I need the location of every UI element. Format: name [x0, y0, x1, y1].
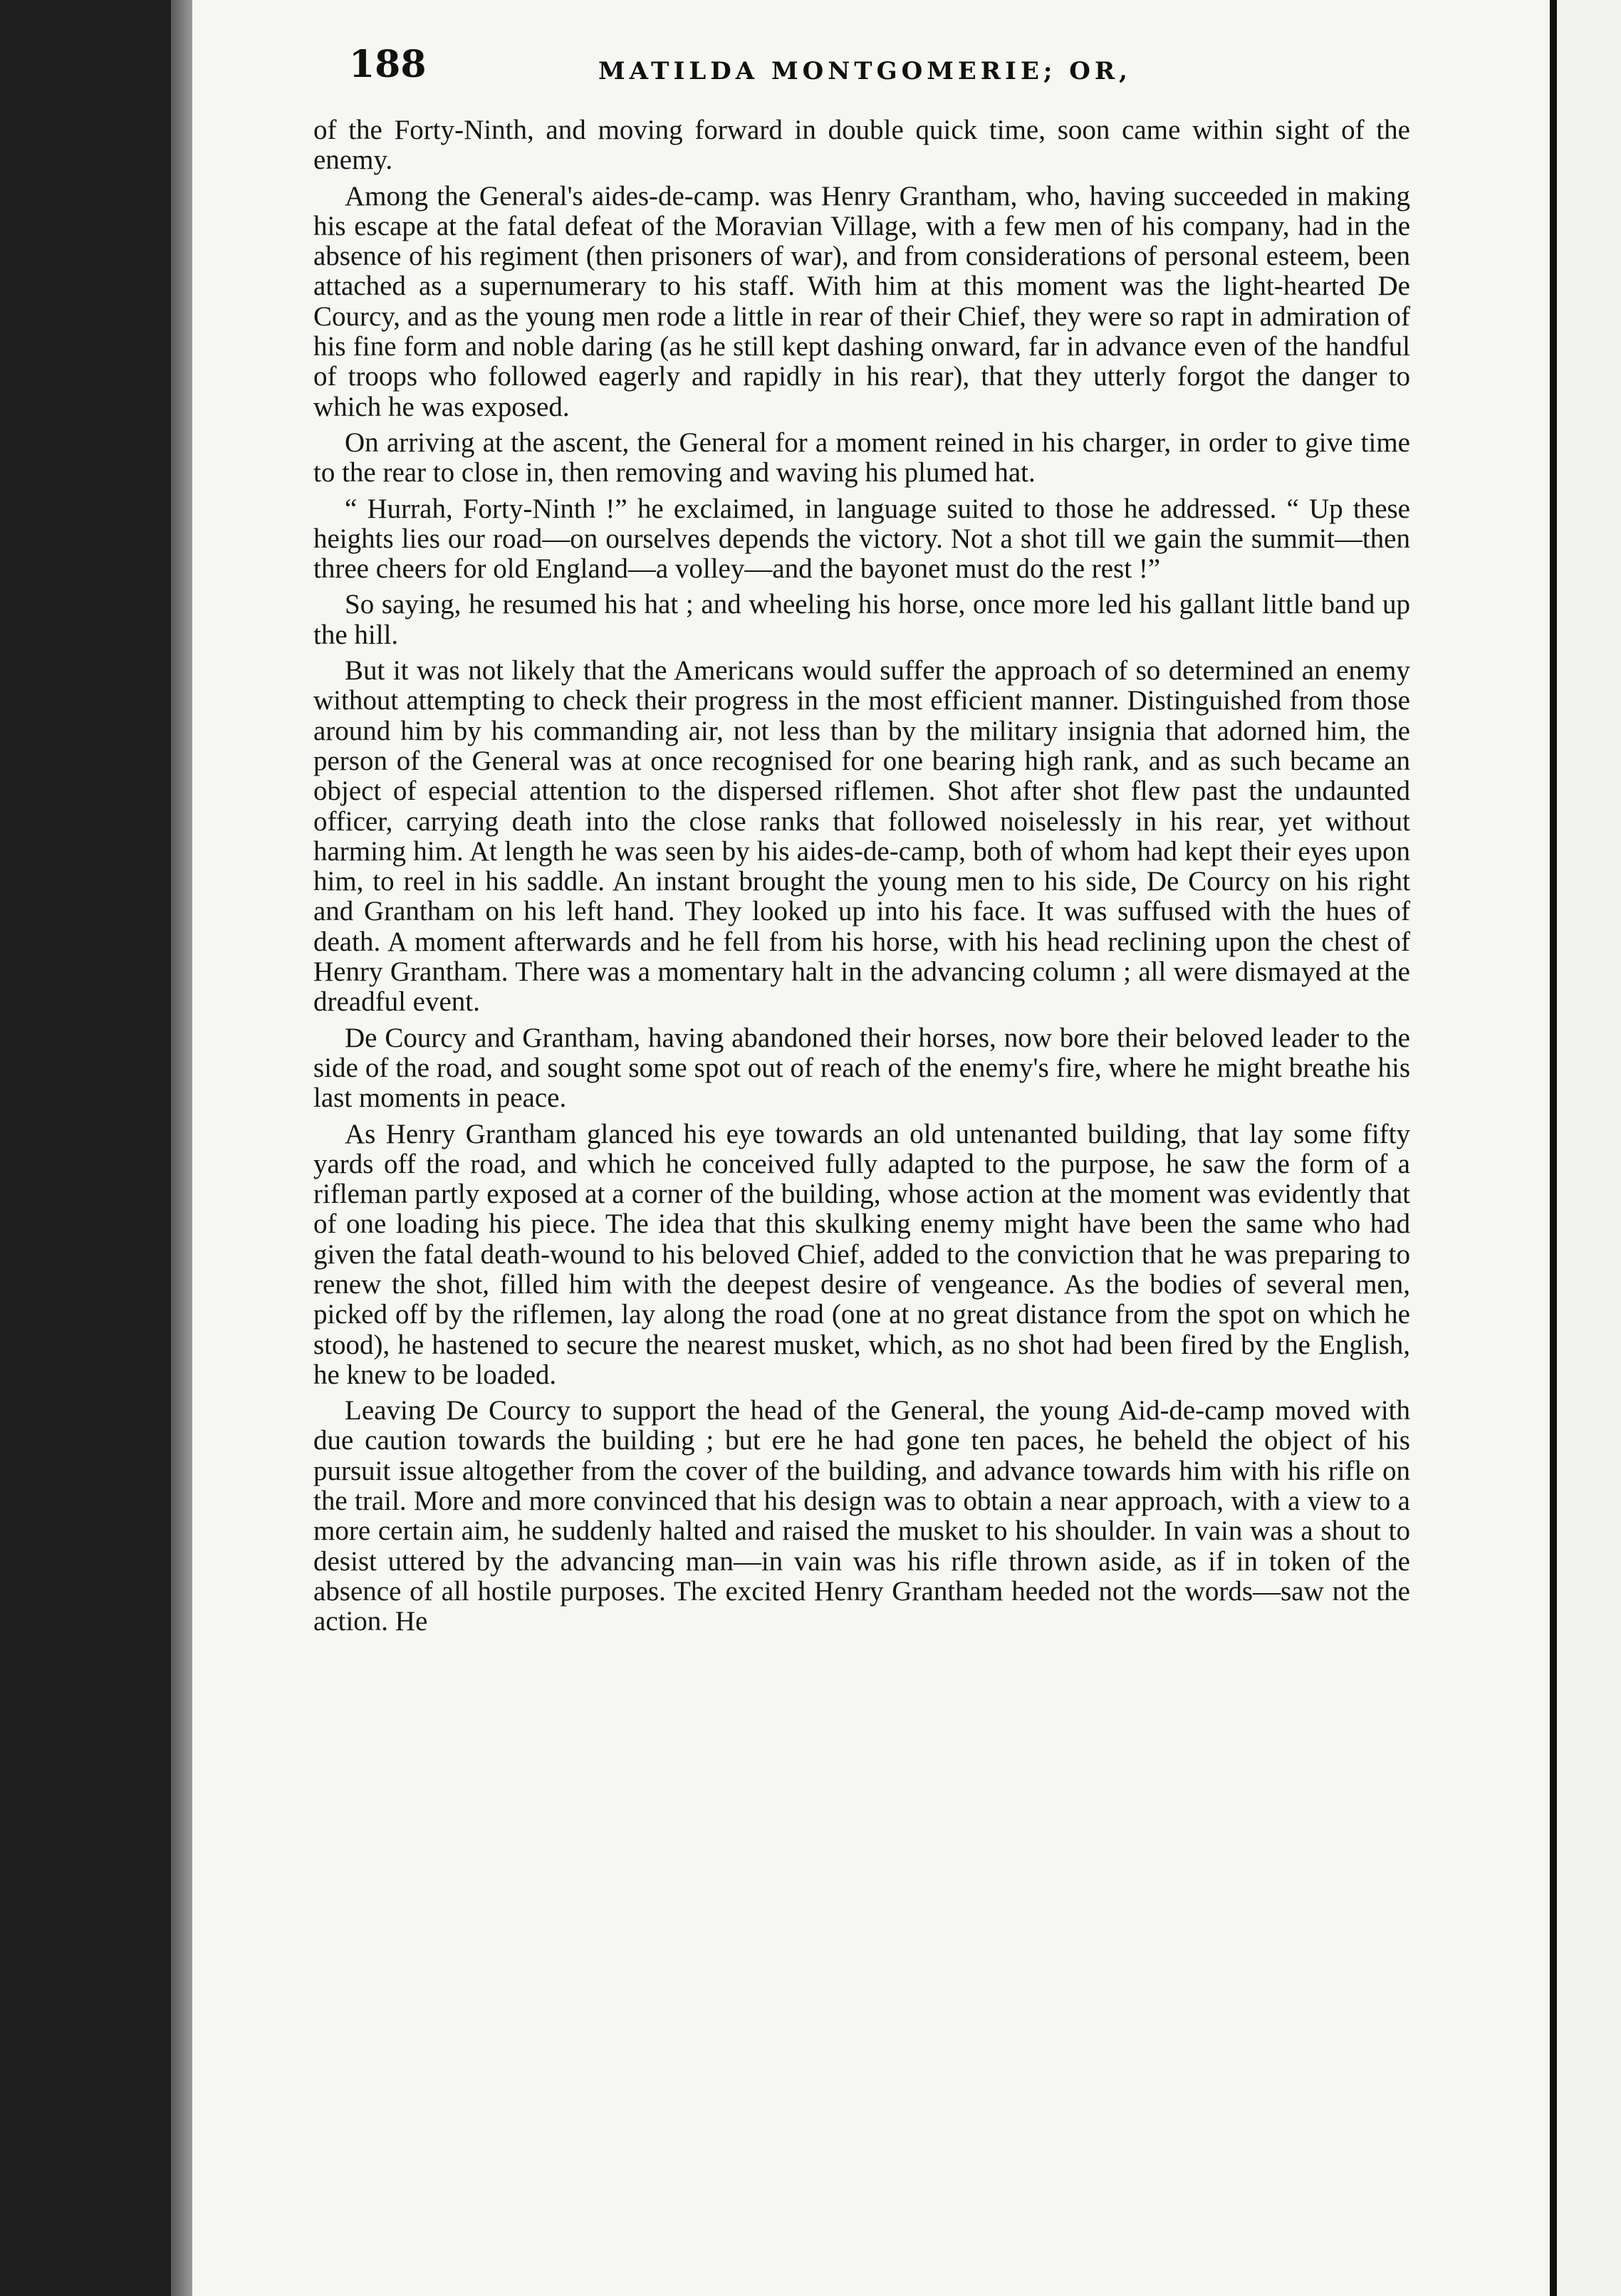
paragraph: But it was not likely that the Americans would suffer the approach of so determined an enemy without attempting to check their progress in the most efficient manner. Distinguished from those around him by his commanding air, not less than by the military insignia that adorned him, the person of the General was at once recognised for one bearing high rank, and as such became an object of especial attention to the dispersed riflemen. Shot after shot flew past the undaunted officer, carrying death into the close ranks that followed noiselessly in his rear, yet without harming him. At length he was seen by his aides-de-camp, both of whom had kept their eyes upon him, to reel in his saddle. An instant brought the young men to his side, De Courcy on his right and Grantham on his left hand. They looked up into his face. It was suffused with the hues of death. A moment afterwards and he fell from his horse, with his head reclining upon the chest of Henry Grantham. There was a momentary halt in the advancing column ; all were dismayed at the dreadful event. — [313, 655, 1410, 1018]
page-header — [349, 43, 1417, 100]
page-number: 188 — [349, 43, 427, 86]
paragraph: Among the General's aides-de-camp. was Henry Grantham, who, having succeeded in making his escape at the fatal defeat of the Moravian Village, with a few men of his company, had in the absence of his regiment (then prisoners of war), and from considerations of personal esteem, been attached as a supernumerary to his staff. With him at this moment was the light-hearted De Courcy, and as the young men rode a little in rear of their Chief, they were so rapt in admiration of his fine form and noble daring (as he still kept dashing onward, far in advance even of the handful of troops who followed eagerly and rapidly in his rear), that they utterly forgot the danger to which he was exposed. — [313, 180, 1410, 422]
paragraph: De Courcy and Grantham, having abandoned their horses, now bore their beloved leader to the side of the road, and sought some spot out of reach of the enemy's fire, where he might breathe his last moments in peace. — [313, 1022, 1410, 1114]
scan-binding-edge — [171, 0, 192, 2296]
paragraph: Leaving De Courcy to support the head of the General, the young Aid-de-camp moved with due caution towards the building ; but ere he had gone ten paces, he beheld the object of his pursuit issue altogether from the cover of the building, and advance towards him with his rifle on the trail. More and more convinced that his design was to obtain a near approach, with a view to a more certain aim, he suddenly halted and raised the musket to his shoulder. In vain was a shout to desist uttered by the advancing man—in vain was his rifle thrown aside, as if in token of the absence of all hostile purposes. The excited Henry Grantham heeded not the words—saw not the action. He — [313, 1395, 1410, 1637]
paragraph: On arriving at the ascent, the General for a moment reined in his charger, in order to give time to the rear to close in, then removing and waving his plumed hat. — [313, 427, 1410, 489]
page-right-rule — [1550, 0, 1557, 2296]
paragraph: “ Hurrah, Forty-Ninth !” he exclaimed, in language suited to those he addressed. “ Up these heights lies our road—on ourselves depends the victory. Not a shot till we gain the summit—then three cheers for old England—a volley—and the bayonet must do the rest !” — [313, 493, 1410, 585]
scan-right-margin — [1557, 0, 1621, 2296]
running-title: MATILDA MONTGOMERIE; OR, — [598, 57, 1132, 85]
paragraph: So saying, he resumed his hat ; and wheeling his horse, once more led his gallant little band up the hill. — [313, 589, 1410, 650]
body-text — [313, 115, 1410, 1643]
paragraph: of the Forty-Ninth, and moving forward in double quick time, soon came within sight of the enemy. — [313, 115, 1410, 176]
paragraph: As Henry Grantham glanced his eye towards an old untenanted building, that lay some fifty yards off the road, and which he conceived fully adapted to the purpose, he saw the form of a rifleman partly exposed at a corner of the building, whose action at the moment was evidently that of one loading his piece. The idea that this skulking enemy might have been the same who had given the fatal death-wound to his beloved Chief, added to the conviction that he was preparing to renew the shot, filled him with the deepest desire of vengeance. As the bodies of several men, picked off by the riflemen, lay along the road (one at no great distance from the spot on which he stood), he hastened to secure the nearest musket, which, as no shot had been fired by the English, he knew to be loaded. — [313, 1118, 1410, 1390]
scan-left-margin — [0, 0, 171, 2296]
